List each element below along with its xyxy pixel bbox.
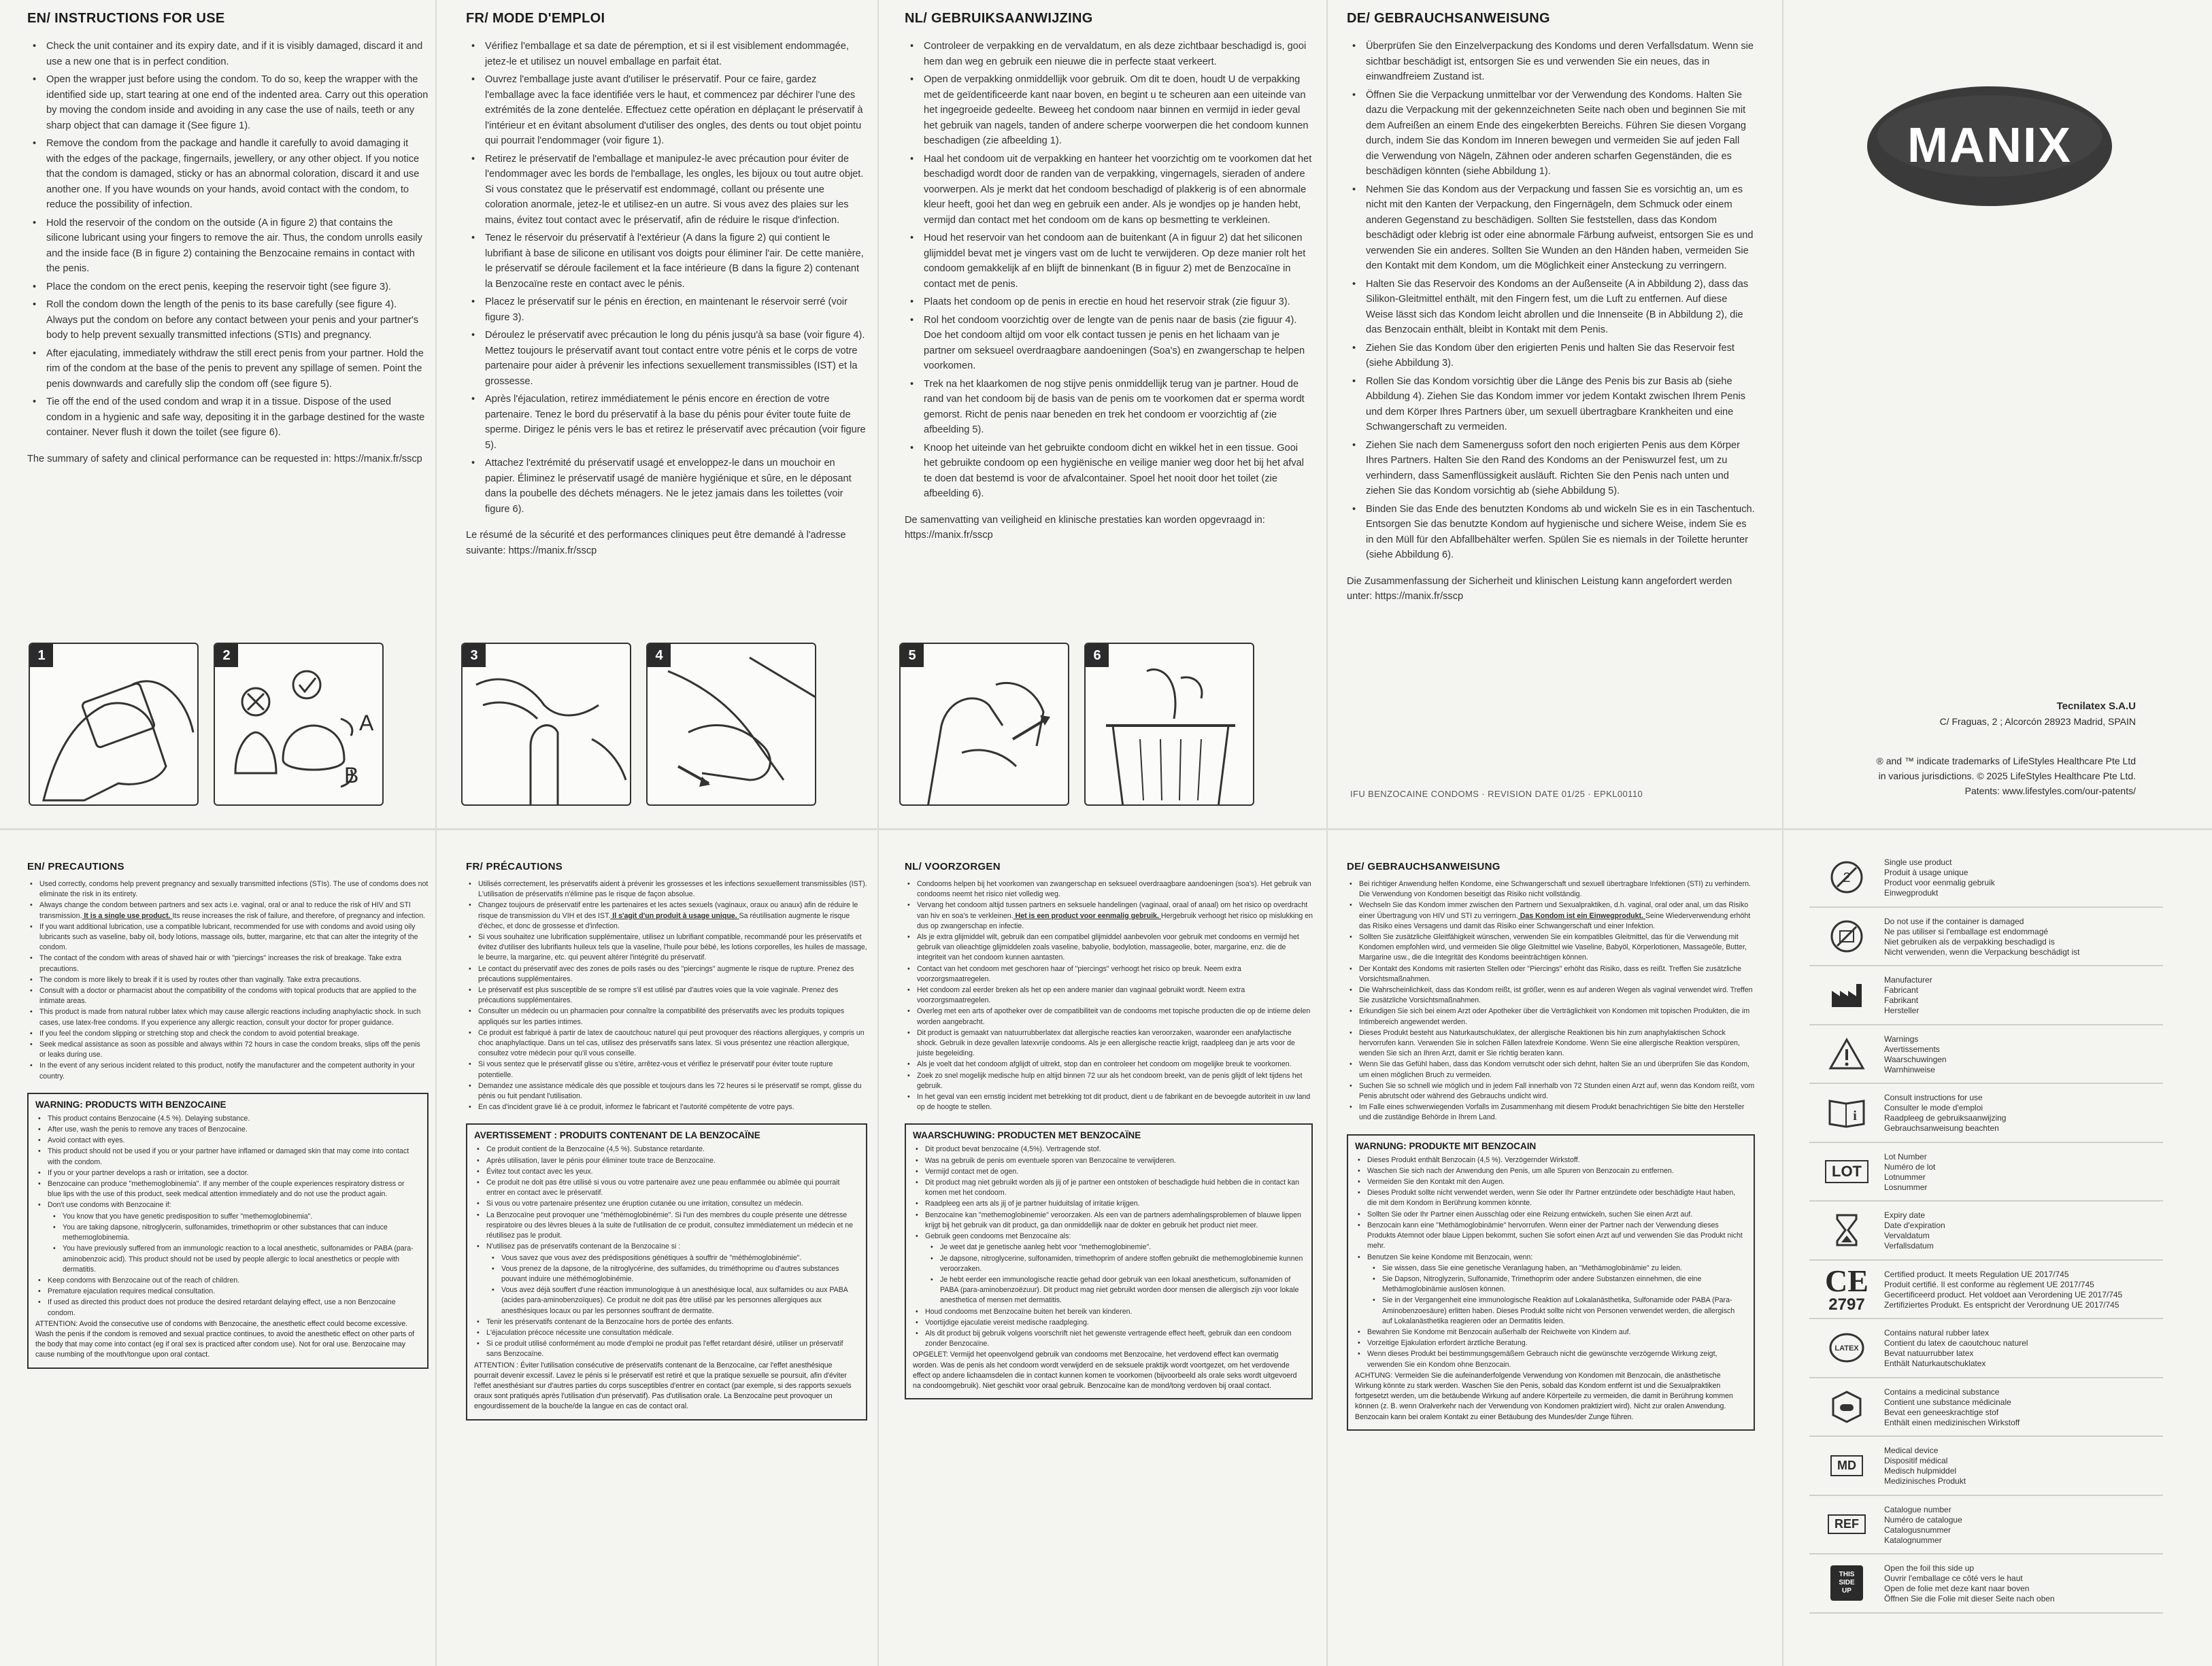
- list-item: • Vous prenez de la dapsone, de la nitroglycérine, des sulfamides, du triméthoprime ou d'autres substances pouvant induire une méthémoglobinémie.: [474, 1264, 858, 1285]
- symbol-row: [1809, 1378, 2163, 1438]
- warning-icon: [1809, 1030, 1884, 1078]
- list-item: • Als je extra glijmiddel wilt, gebruik dan een compatibel glijmiddel aanbevolen voor gebruik met condooms en vermijd het gebruik van olieachtige glijmiddelen zoals vaseline, babyolie, bodylotion, massageolie, boter, margarine, enz. die de integriteit van het condoom kunnen aantasten.: [905, 932, 1313, 964]
- list-item: • Haal het condoom uit de verpakking en hanteer het voorzichtig om te voorkomen dat het beschadigd wordt door de randen van de verpakking, vingernagels, sieraden of andere voorwerpen. Als je merkt dat het condoom beschadigd of plakkerig is of een abnormale kleur heeft, gooi het dan weg en gebruik een ander. Als je wondjes op je handen hebt, vermijd dan contact met het condoom om de kans op besmetting te verkleinen.: [905, 152, 1313, 228]
- manufacturer-icon: [1809, 971, 1884, 1019]
- list-item: • Hold the reservoir of the condom on the outside (A in figure 2) that contains the silicone lubricant using your fingers to remove the air. Thus, the condom unrolls easily and the inside face (B in figure 2) containing the Benzocaine remains in contact with the penis.: [27, 216, 429, 277]
- fr-precautions-panel: [466, 850, 867, 1421]
- list-item: • This product contains Benzocaine (4.5 %). Delaying substance.: [35, 1114, 419, 1124]
- symbol-description: Contains a medicinal substance Contient une substance médicinale Bevat een geneeskrachtige stof Enthält einen medizinischen Wirkstoff: [1884, 1387, 2020, 1427]
- list-item: • Benzocain kann eine "Methämoglobinämie" hervorrufen. Wenn einer der Partner nach der Verwendung dieses Produkts Atemnot oder blaue Lippen bekommt, suchen Sie sofort einen Arzt auf und verwenden Sie das Produkt nicht mehr.: [1355, 1221, 1745, 1252]
- list-item: • Roll the condom down the length of the penis to its base carefully (see figure 4). Always put the condom on before any contact between your penis and your partner's body to help prevent sexually transmitted infections (STIs) and pregnancy.: [27, 297, 429, 343]
- list-item: • Seek medical assistance as soon as possible and always within 72 hours in case the condom breaks, slips off the penis or leaks during use.: [27, 1040, 429, 1060]
- list-item: • Open de verpakking onmiddellijk voor gebruik. Om dit te doen, houdt U de verpakking met de geïdentificeerde kant naar boven, en begint u te scheuren aan een uiteinde van het ingegroeide gedeelte. Beweeg het condoom naar binnen en vermijd in ieder geval het gebruik van nagels, tanden of andere scherpe voorwerpen die het condoom kunnen beschadigen (zie afbeelding 1).: [905, 72, 1313, 149]
- list-item: • You have previously suffered from an immunologic reaction to a local anesthetic, sulfonamides or PABA (para-aminobenzoic acid). This product should not be used by people allergic to local anesthetics or people with dermatitis.: [35, 1244, 419, 1275]
- list-item: • Je dapsone, nitroglycerine, sulfonamiden, trimethoprim of andere stoffen gebruikt die methemoglobinemie kunnen veroorzaken.: [913, 1254, 1303, 1274]
- symbols-table: [1809, 849, 2163, 1614]
- list-item: • Binden Sie das Ende des benutzten Kondoms ab und wickeln Sie es in ein Taschentuch. Entsorgen Sie das benutzte Kondom auf hygienische und sichere Weise, indem Sie es in den Müll für den Abfallbehälter werfen. Spülen Sie es niemals in der Toilette herunter (siehe Abbildung 6).: [1347, 502, 1755, 563]
- list-item: • Gebruik geen condooms met Benzocaïne als:: [913, 1231, 1303, 1242]
- ifu-code: IFU BENZOCAINE CONDOMS · REVISION DATE 01/25 · EPKL00110: [1350, 789, 1643, 799]
- list-item: • Check the unit container and its expiry date, and if it is visibly damaged, discard it and use a new one that is in perfect condition.: [27, 39, 429, 69]
- de-instructions-panel: [1347, 0, 1755, 605]
- list-item: • Der Kontakt des Kondoms mit rasierten Stellen oder "Piercings" erhöht das Risiko, dass es reißt. Treffen Sie zusätzliche Vorsichtsmaßnahmen.: [1347, 964, 1755, 985]
- list-item: • Après utilisation, laver le pénis pour éliminer toute trace de Benzocaïne.: [474, 1156, 858, 1166]
- symbol-description: Do not use if the container is damaged Ne pas utiliser si l'emballage est endommagé Niet gebruiken als de verpakking beschadigd is Nicht verwenden, wenn die Verpackung beschädigt ist: [1884, 916, 2080, 957]
- list-item: • If you want additional lubrication, use a compatible lubricant, recommended for use with condoms and avoid using oily lubricants such as vaseline, baby oil, body lotions, massage oils, butter, margarine, etc that can alter the integrity of the condom.: [27, 922, 429, 953]
- symbol-description: Medical device Dispositif médical Medisch hulpmiddel Medizinisches Produkt: [1884, 1446, 1966, 1486]
- list-item: • Déroulez le préservatif avec précaution le long du pénis jusqu'à sa base (voir figure 4). Mettez toujours le préservatif avant tout contact entre votre pénis et le corps de votre partenaire pour aider à prévenir les infections sexuellement transmissibles (IST) et la grossesse.: [466, 328, 867, 389]
- list-item: • Je hebt eerder een immunologische reactie gehad door gebruik van een lokaal anestheticum, sulfonamiden of PABA (para-aminobenzoëzuur). Dit product mag niet gebruikt worden door mensen die allergisch zijn voor lokale anesthetica of mensen met dermatitis.: [913, 1275, 1303, 1306]
- fr-warning-list: [474, 1144, 858, 1359]
- de-sscp-note: Die Zusammenfassung der Sicherheit und klinischen Leistung kann angefordert werden unter: https://manix.fr/sscp: [1347, 575, 1732, 602]
- list-item: • Premature ejaculation requires medical consultation.: [35, 1287, 419, 1297]
- list-item: • Dieses Produkt besteht aus Naturkautschuklatex, der allergische Reaktionen bis hin zum anaphylaktischen Schock hervorrufen kann. Verwenden Sie in solchen Fällen latexfreie Kondome. Wenn Sie eine allergische Reaktion verspüren, wenden Sie sich an Ihren Arzt, damit er Sie richtig beraten kann.: [1347, 1028, 1755, 1059]
- list-item: • Vous savez que vous avez des prédispositions génétiques à souffrir de "méthémoglobinémie".: [474, 1253, 858, 1263]
- list-item: • Après l'éjaculation, retirez immédiatement le pénis encore en érection de votre partenaire. Tenez le bord du préservatif à la base du pénis pour éviter toute fuite de sperme. Dirigez le pénis vers le bas et retirez le préservatif avec précaution (voir figure 5).: [466, 392, 867, 453]
- figures-5-6: [899, 643, 1254, 806]
- de-attention: ACHTUNG: Vermeiden Sie die aufeinanderfolgende Verwendung von Kondomen mit Benzocain, die anästhetische Wirkung könnte zu stark werden. Waschen Sie den Penis, sobald das Kondom entfernt ist und die Sexualpraktiken fortgesetzt werden, um die betäubende Wirkung auf andere Körperteile zu vermeiden, die damit in Berührung kommen können (z. B. wenn Oralverkehr nach der Verwendung von Kondomen praktiziert wird). Nicht zur oralen Anwendung. Benzocain kann bei oralem Kontakt zu einer Betäubung des Mundes/der Zunge führen.: [1355, 1371, 1733, 1421]
- de-warning-title: WARNUNG: PRODUKTE MIT BENZOCAIN: [1355, 1140, 1537, 1151]
- figure-1-number: 1: [30, 644, 53, 667]
- list-item: • In the event of any serious incident related to this product, notify the manufacturer and the competent authority in your country.: [27, 1061, 429, 1081]
- fr-warning-title: AVERTISSEMENT : PRODUITS CONTENANT DE LA BENZOCAÏNE: [474, 1130, 760, 1141]
- ce-mark-icon: CE 2797: [1825, 1263, 1869, 1314]
- en-instructions-panel: [27, 0, 429, 466]
- list-item: • Demandez une assistance médicale dès que possible et toujours dans les 72 heures si le préservatif se rompt, glisse du pénis ou fuit pendant l'utilisation.: [466, 1081, 867, 1102]
- list-item: • Raadpleeg een arts als jij of je partner huiduitslag of irritatie krijgen.: [913, 1199, 1303, 1209]
- hourglass-icon: [1809, 1206, 1884, 1254]
- list-item: • In het geval van een ernstig incident met betrekking tot dit product, dient u de fabrikant en de bevoegde autoriteit in uw land op de hoogte te stellen.: [905, 1092, 1313, 1112]
- en-benzocaine-warning: [27, 1093, 429, 1369]
- list-item: • Keep condoms with Benzocaine out of the reach of children.: [35, 1276, 419, 1286]
- nl-benzocaine-warning: [905, 1123, 1313, 1399]
- symbol-row: [1809, 1496, 2163, 1555]
- consult-instructions-icon: [1809, 1089, 1884, 1136]
- nl-instructions-panel: [905, 0, 1313, 543]
- de-precautions-title: DE/ GEBRAUCHSANWEISUNG: [1347, 861, 1501, 872]
- en-warning-title: WARNING: PRODUCTS WITH BENZOCAINE: [35, 1099, 227, 1110]
- list-item: • Ce produit ne doit pas être utilisé si vous ou votre partenaire avez une peau enflammée ou abîmée qui pourrait entrer en contact avec le préservatif.: [474, 1178, 858, 1198]
- medicinal-substance-icon: [1809, 1383, 1884, 1431]
- list-item: • Die Wahrscheinlichkeit, dass das Kondom reißt, ist größer, wenn es auf anderen Wegen als vaginal verwendet wird. Treffen Sie zusätzliche Vorsichtsmaßnahmen.: [1347, 985, 1755, 1006]
- symbol-description: Single use product Produit à usage unique Product voor eenmalig gebruik Einwegprodukt: [1884, 857, 1995, 898]
- figure-6: [1084, 643, 1254, 806]
- list-item: • If you or your partner develops a rash or irritation, see a doctor.: [35, 1168, 419, 1178]
- list-item: • Open the wrapper just before using the condom. To do so, keep the wrapper with the identified side up, start tearing at one end of the indented area. Carry out this operation by moving the condom inside and avoiding in any case the use of nails, teeth or any sharp object that can damage it (See figure 1).: [27, 72, 429, 133]
- trademark-line-1: ® and ™ indicate trademarks of LifeStyles Healthcare Pte Ltd: [1876, 755, 2136, 766]
- nl-warning-list: [913, 1144, 1303, 1349]
- trademark-line-3: Patents: www.lifestyles.com/our-patents/: [1964, 785, 2136, 796]
- symbol-description: Contains natural rubber latex Contient du latex de caoutchouc naturel Bevat natuurrubber latex Enthält Naturkautschuklatex: [1884, 1328, 2028, 1368]
- list-item: • Als dit product bij gebruik volgens voorschrift niet het gewenste vertragende effect heeft, gebruik dan een condoom zonder Benzocaïne.: [913, 1329, 1303, 1349]
- list-item: • Le contact du préservatif avec des zones de poils rasés ou des "piercings" augmente le risque de rupture. Prenez des précautions supplémentaires.: [466, 964, 867, 985]
- list-item: • The condom is more likely to break if it is used by routes other than vaginally. Take extra precautions.: [27, 975, 429, 985]
- symbol-description: Certified product. It meets Regulation UE 2017/745 Produit certifié. Il est conforme au règlement UE 2017/745 Gecertificeerd product. Het voldoet aan Verordening UE 2017/745 Zertifiziertes Produkt. Es entspricht der Verordnung UE 2017/745: [1884, 1269, 2123, 1310]
- list-item: • Wechseln Sie das Kondom immer zwischen den Partnern und Sexualpraktiken, d.h. vaginal, oral oder anal, um das Risiko einer Übertragung von HIV und STI zu verringern. Das Kondom ist ein Einwegprodukt. Seine Wiederverwendung erhöht das Risiko eines Versagens und damit das Risiko einer Schwangerschaft und einer Infektion.: [1347, 900, 1755, 932]
- fr-benzocaine-warning: [466, 1123, 867, 1420]
- list-item: • Retirez le préservatif de l'emballage et manipulez-le avec précaution pour éviter de l'endommager avec les bords de l'emballage, les ongles, les bijoux ou tout autre objet. Si vous constatez que le préservatif est endommagé, collant ou présente une coloration anormale, jetez-le et utilisez-en un autre. Si vous avez des plaies sur les mains, évitez tout contact avec le préservatif, afin de réduire le risque d'infection.: [466, 152, 867, 228]
- en-precautions-panel: [27, 850, 429, 1369]
- symbol-description: Manufacturer Fabricant Fabrikant Hersteller: [1884, 975, 1932, 1015]
- list-item: • Utilisés correctement, les préservatifs aident à prévenir les grossesses et les infections sexuellement transmissibles (IST). L'utilisation de préservatifs n'élimine pas le risque de façon absolue.: [466, 879, 867, 900]
- single-use-emphasis: Het is een product voor eenmalig gebruik.: [1013, 911, 1161, 920]
- manufacturer-block: [1837, 699, 2136, 729]
- list-item: • Vorzeitige Ejakulation erfordert ärztliche Beratung.: [1355, 1338, 1745, 1348]
- symbol-description: Open the foil this side up Ouvrir l'emballage ce côté vers le haut Open de folie met deze kant naar boven Öffnen Sie die Folie mit dieser Seite nach oben: [1884, 1563, 2055, 1603]
- nl-warning-title: WAARSCHUWING: PRODUCTEN MET BENZOCAÏNE: [913, 1130, 1141, 1141]
- list-item: • Remove the condom from the package and handle it carefully to avoid damaging it with the edges of the package, fingernails, jewellery, or any other object. If you notice that the condom is damaged, sticky or has an abnormal coloration, discard it and use another one. If you have wounds on your hands, avoid contact with the condom, to reduce the possibility of infection.: [27, 136, 429, 213]
- do-not-use-if-damaged-icon: [1809, 913, 1884, 960]
- list-item: • Erkundigen Sie sich bei einem Arzt oder Apotheker über die Verträglichkeit von Kondomen mit topischen Produkten, die im Intimbereich angewendet werden.: [1347, 1006, 1755, 1027]
- list-item: • Vermeiden Sie den Kontakt mit den Augen.: [1355, 1177, 1745, 1187]
- figure-5: [899, 643, 1069, 806]
- symbol-description: Warnings Avertissements Waarschuwingen Warnhinweise: [1884, 1034, 1947, 1074]
- list-item: • Halten Sie das Reservoir des Kondoms an der Außenseite (A in Abbildung 2), dass das Silikon-Gleitmittel enthält, mit den Fingern fest, um die Luft zu entfernen. Auf diese Weise lässt sich das Kondom leicht abrollen und die Innenseite (B in Abbildung 2), die das Benzocain enthält, bleibt in Kontakt mit dem Penis.: [1347, 277, 1755, 338]
- fr-instructions-list: [466, 39, 867, 517]
- this-side-up-icon: [1809, 1559, 1884, 1607]
- list-item: • Tenir les préservatifs contenant de la Benzocaïne hors de portée des enfants.: [474, 1317, 858, 1327]
- list-item: • Avoid contact with eyes.: [35, 1136, 419, 1146]
- manix-logo-text: MANIX: [1907, 118, 2072, 173]
- nl-precautions-title: NL/ VOORZORGEN: [905, 861, 1001, 872]
- list-item: • Changez toujours de préservatif entre les partenaires et les actes sexuels (vaginaux, oraux ou anaux) afin de réduire le risque de transmission du VIH et des IST. Il s'agit d'un produit à usage unique. Sa réutilisation augmente le risque d'échec, et donc de grossesse et d'infection.: [466, 900, 867, 932]
- list-item: • Placez le préservatif sur le pénis en érection, en maintenant le réservoir serré (voir figure 3).: [466, 294, 867, 325]
- list-item: • Houd condooms met Benzocaïne buiten het bereik van kinderen.: [913, 1307, 1303, 1317]
- list-item: • La Benzocaïne peut provoquer une "méthémoglobinémie". Si l'un des membres du couple présente une détresse respiratoire ou des lèvres bleues à la suite de l'utilisation de ce produit, consultez immédiatement un médecin et ne réutilisez pas le produit.: [474, 1210, 858, 1242]
- de-benzocaine-warning: [1347, 1134, 1755, 1431]
- list-item: • Controleer de verpakking en de vervaldatum, en als deze zichtbaar beschadigd is, gooi hem dan weg en gebruik een nieuwe die in perfecte staat verkeert.: [905, 39, 1313, 69]
- symbol-row: [1809, 1319, 2163, 1378]
- en-instructions-title: EN/ INSTRUCTIONS FOR USE: [27, 11, 225, 26]
- list-item: • After use, wash the penis to remove any traces of Benzocaine.: [35, 1125, 419, 1135]
- list-item: • Rol het condoom voorzichtig over de lengte van de penis naar de basis (zie figuur 4). Doe het condoom altijd om voor elk contact tussen je penis en het lichaam van je partner om seksueel overdraagbare aandoeningen (Soa's) en zwangerschap te helpen voorkomen.: [905, 313, 1313, 374]
- nl-precautions-list: [905, 879, 1313, 1112]
- trademark-line-2: in various jurisdictions. © 2025 LifeStyles Healthcare Pte Ltd.: [1878, 770, 2136, 781]
- list-item: • Dit product is gemaakt van natuurrubberlatex dat allergische reacties kan veroorzaken, waaronder een anafylactische shock. Gebruik in deze gevallen latexvrije condooms. Als je een allergische reactie krijgt, raadpleeg dan je arts voor de juiste begeleiding.: [905, 1028, 1313, 1059]
- list-item: • Sie Dapson, Nitroglyzerin, Sulfonamide, Trimethoprim oder andere Substanzen einnehmen, die eine Methämoglobinämie auslösen können.: [1355, 1274, 1745, 1295]
- list-item: • N'utilisez pas de préservatifs contenant de la Benzocaïne si :: [474, 1242, 858, 1252]
- list-item: • Trek na het klaarkomen de nog stijve penis onmiddellijk terug van je partner. Houd de rand van het condoom bij de basis van de penis om te voorkomen dat er sperma wordt gemorst. Richt de penis naar beneden en trek het condoom er voorzichtig af (zie afbeelding 5).: [905, 377, 1313, 438]
- figure-2-label-b: B: [344, 763, 359, 787]
- list-item: • Sie wissen, dass Sie eine genetische Veranlagung haben, an "Methämoglobinämie" zu leiden.: [1355, 1263, 1745, 1274]
- list-item: • Überprüfen Sie den Einzelverpackung des Kondoms und deren Verfallsdatum. Wenn sie sichtbar beschädigt ist, entsorgen Sie es und verwenden Sie ein neues, das in einwandfreiem Zustand ist.: [1347, 39, 1755, 85]
- single-use-tail: Hergebruik verhoogt het risico op mislukking en dus op zwangerschap en infectie.: [917, 911, 1313, 930]
- nl-instructions-list: [905, 39, 1313, 502]
- svg-text:UP: UP: [1842, 1587, 1851, 1595]
- lot-icon: LOT: [1809, 1148, 1884, 1195]
- nl-instructions-title: NL/ GEBRUIKSAANWIJZING: [905, 11, 1093, 26]
- fr-instructions-panel: [466, 0, 867, 558]
- single-use-emphasis: Il s'agit d'un produit à usage unique.: [610, 911, 739, 920]
- md-icon: MD: [1809, 1442, 1884, 1489]
- list-item: • Het condoom zal eerder breken als het op een andere manier dan vaginaal gebruikt wordt. Neem extra voorzorgsmaatregelen.: [905, 985, 1313, 1006]
- figure-2-label-a: A: [359, 711, 374, 735]
- symbol-description: Catalogue number Numéro de catalogue Catalogusnummer Katalognummer: [1884, 1504, 1962, 1545]
- svg-text:SIDE: SIDE: [1839, 1579, 1855, 1586]
- symbol-description: Expiry date Date d'expiration Vervaldatum Verfallsdatum: [1884, 1210, 1945, 1251]
- list-item: • Contact van het condoom met geschoren haar of "piercings" verhoogt het risico op breuk. Neem extra voorzorgsmaatregelen.: [905, 964, 1313, 985]
- single-use-tail: Its reuse increases the risk of failure, and therefore, of pregnancy and infection.: [172, 911, 426, 920]
- list-item: • Wenn Sie das Gefühl haben, dass das Kondom verrutscht oder sich dehnt, halten Sie an und überprüfen Sie das Kondom, um einen möglichen Bruch zu vermeiden.: [1347, 1059, 1755, 1080]
- list-item: • Dieses Produkt enthält Benzocain (4,5 %). Verzögernder Wirkstoff.: [1355, 1155, 1745, 1166]
- de-precautions-list: [1347, 879, 1755, 1123]
- figure-6-number: 6: [1086, 644, 1109, 667]
- list-item: • Sollten Sie oder Ihr Partner einen Ausschlag oder eine Reizung entwickeln, suchen Sie einen Arzt auf.: [1355, 1210, 1745, 1220]
- list-item: • Évitez tout contact avec les yeux.: [474, 1167, 858, 1177]
- list-item: • Knoop het uiteinde van het gebruikte condoom dicht en wikkel het in een tissue. Gooi het gebruikte condoom op een hygiënische en veilige manier weg door het bij het afval te doen dat bestemd is voor de afvalcontainer. Spoel het nooit door het toilet (zie afbeelding 6).: [905, 441, 1313, 502]
- list-item: • Ce produit est fabriqué à partir de latex de caoutchouc naturel qui peut provoquer des réactions allergiques, y compris un choc anaphylactique. Dans un tel cas, utilisez des préservatifs sans latex. Si vous présentez une réaction allergique, consultez votre médecin pour qu'il vous conseille.: [466, 1028, 867, 1059]
- figure-2-number: 2: [215, 644, 238, 667]
- symbol-row: [1809, 966, 2163, 1025]
- list-item: • Vervang het condoom altijd tussen partners en seksuele handelingen (vaginaal, oraal of anaal) om het risico op overdracht van hiv en soa's te verkleinen. Het is een product voor eenmalig gebruik. Hergebruik verhoogt het risico op mislukking en dus op zwangerschap en infectie.: [905, 900, 1313, 932]
- en-instructions-list: [27, 39, 429, 441]
- symbol-row: [1809, 1261, 2163, 1320]
- list-item: • Plaats het condoom op de penis in erectie en houd het reservoir strak (zie figuur 3).: [905, 294, 1313, 310]
- single-use-tail: Sa réutilisation augmente le risque d'échec, et donc de grossesse et d'infection.: [478, 911, 850, 930]
- list-item: • After ejaculating, immediately withdraw the still erect penis from your partner. Hold the rim of the condom at the base of the penis to prevent any spillage of semen. Point the penis downwards and carefully slip the condom off (see figure 5).: [27, 346, 429, 392]
- latex-icon: [1809, 1324, 1884, 1372]
- list-item: • Suchen Sie so schnell wie möglich und in jedem Fall innerhalb von 72 Stunden einen Arzt auf, wenn das Kondom reißt, vom Penis abrutscht oder während des Gebrauchs undicht wird.: [1347, 1081, 1755, 1102]
- en-sscp-note: The summary of safety and clinical performance can be requested in: https://manix.fr/sscp: [27, 453, 422, 464]
- list-item: • Ziehen Sie nach dem Samenerguss sofort den noch erigierten Penis aus dem Körper Ihres Partners. Halten Sie den Rand des Kondoms an der Peniswurzel fest, um zu verhindern, dass Samenflüssigkeit ausläuft. Richten Sie den Penis nach unten und ziehen Sie das Kondom vorsichtig ab (siehe Abbildung 5).: [1347, 438, 1755, 499]
- symbol-row: [1809, 1084, 2163, 1143]
- fr-instructions-title: FR/ MODE D'EMPLOI: [466, 11, 605, 26]
- list-item: • Benzocaine can produce "methemoglobinemia". If any member of the couple experiences respiratory distress or blue lips with the use of this product, seek medical attention immediately and do not use the product again.: [35, 1179, 419, 1200]
- list-item: • Öffnen Sie die Verpackung unmittelbar vor der Verwendung des Kondoms. Halten Sie dazu die Verpackung mit der gekennzeichneten Seite nach oben und beginnen Sie mit dem Aufreißen an einem Ende des eingekerbten Bereichs. Führen Sie diesen Vorgang durch, indem Sie das Kondom im Inneren bewegen und vermeiden Sie auf jeden Fall die Verwendung von Nägeln, Zähnen oder anderen scharfen Gegenständen, die es beschädigen könnten (siehe Abbildung 1).: [1347, 88, 1755, 180]
- list-item: • Dit product mag niet gebruikt worden als jij of je partner een ontstoken of beschadigde huid hebben die in contact kan komen met het condoom.: [913, 1178, 1303, 1198]
- list-item: • Houd het reservoir van het condoom aan de buitenkant (A in figuur 2) dat het siliconen glijmiddel bevat met je vingers vast om de lucht te verwijderen. Op deze manier rolt het condoom gemakkelijk af en blijft de binnenkant (B in figuur 2) met de Benzocaïne in contact met de penis.: [905, 231, 1313, 292]
- list-item: • Si vous sentez que le préservatif glisse ou s'étire, arrêtez-vous et vérifiez le préservatif pour éviter toute rupture potentielle.: [466, 1059, 867, 1080]
- figure-3: [461, 643, 631, 806]
- list-item: • En cas d'incident grave lié à ce produit, informez le fabricant et l'autorité compétente de votre pays.: [466, 1102, 867, 1112]
- symbol-row: [1809, 1143, 2163, 1202]
- symbol-row: [1809, 908, 2163, 967]
- ref-icon: REF: [1809, 1501, 1884, 1548]
- list-item: • This product is made from natural rubber latex which may cause allergic reactions including anaphylactic shock. In such cases, use latex-free condoms. If you experience any allergic reaction, consult your doctor for proper guidance.: [27, 1007, 429, 1027]
- symbol-row: [1809, 1202, 2163, 1261]
- single-use-emphasis: It is a single use product.: [82, 911, 173, 920]
- svg-text:LATEX: LATEX: [1834, 1344, 1859, 1353]
- list-item: • Condooms helpen bij het voorkomen van zwangerschap en seksueel overdraagbare aandoeningen (soa's). Het gebruik van condooms neemt het risico niet volledig weg.: [905, 879, 1313, 900]
- list-item: • Vermijd contact met de ogen.: [913, 1167, 1303, 1177]
- list-item: • Was na gebruik de penis om eventuele sporen van Benzocaïne te verwijderen.: [913, 1156, 1303, 1166]
- figure-3-number: 3: [463, 644, 486, 667]
- list-item: • The contact of the condom with areas of shaved hair or with "piercings" increases the risk of breakage. Take extra precautions.: [27, 953, 429, 974]
- single-use-emphasis: Das Kondom ist ein Einwegprodukt.: [1518, 911, 1645, 920]
- single-use-icon: [1809, 853, 1884, 901]
- de-warning-list: [1355, 1155, 1745, 1370]
- list-item: • Always change the condom between partners and sex acts i.e. vaginal, oral or anal to reduce the risk of HIV and STI transmission. It is a single use product. Its reuse increases the risk of failure, and therefore, of pregnancy and infection.: [27, 900, 429, 921]
- fr-precautions-list: [466, 879, 867, 1112]
- list-item: • Benzocaïne kan "methemoglobinemie" veroorzaken. Als een van de partners ademhalingsproblemen of blauwe lippen krijgt bij het gebruik van dit product, ga dan onmiddellijk naar de dokter en gebruik het product niet meer.: [913, 1210, 1303, 1231]
- list-item: • Voortijdige ejaculatie vereist medische raadpleging.: [913, 1318, 1303, 1328]
- list-item: • Zoek zo snel mogelijk medische hulp en altijd binnen 72 uur als het condoom breekt, van de penis glijdt of lekt tijdens het gebruik.: [905, 1071, 1313, 1091]
- list-item: • You know that you have genetic predisposition to suffer "methemoglobinemia".: [35, 1212, 419, 1222]
- list-item: • Sollten Sie zusätzliche Gleitfähigkeit wünschen, verwenden Sie ein kompatibles Gleitmittel, das für die Verwendung mit Kondomen empfohlen wird, und vermeiden Sie ölige Gleitmittel wie Vaseline, Babyöl, Körperlotionen, Massageöle, Butter, Margarine usw., die die Integrität des Kondoms beeinträchtigen können.: [1347, 932, 1755, 964]
- fr-sscp-note: Le résumé de la sécurité et des performances cliniques peut être demandé à l'adresse suivante: https://manix.fr/sscp: [466, 530, 846, 556]
- figure-4: [646, 643, 816, 806]
- de-instructions-list: [1347, 39, 1755, 563]
- symbol-description: Lot Number Numéro de lot Lotnummer Losnummer: [1884, 1151, 1936, 1192]
- manix-logo: [1864, 82, 2115, 211]
- list-item: • Im Falle eines schwerwiegenden Vorfalls im Zusammenhang mit diesem Produkt benachrichtigen Sie bitte den Hersteller und die zuständige Behörde in Ihrem Land.: [1347, 1102, 1755, 1123]
- list-item: • Ouvrez l'emballage juste avant d'utiliser le préservatif. Pour ce faire, gardez l'emballage avec la face identifiée vers le haut, et commencez par déchirer l'une des extrémités de la zone dentelée. Effectuez cette opération en déplaçant le préservatif à l'intérieur et en évitant absolument d'utiliser des ongles, des dents ou tout objet pointu qui pourrait l'endommager (voir figure 1).: [466, 72, 867, 149]
- list-item: • Si vous ou votre partenaire présentez une éruption cutanée ou une irritation, consultez un médecin.: [474, 1199, 858, 1209]
- list-item: • Ziehen Sie das Kondom über den erigierten Penis und halten Sie das Reservoir fest (siehe Abbildung 3).: [1347, 341, 1755, 371]
- list-item: • Benutzen Sie keine Kondome mit Benzocain, wenn:: [1355, 1253, 1745, 1263]
- figures-1-2: [29, 643, 384, 806]
- symbol-row: [1809, 1437, 2163, 1496]
- list-item: • If you feel the condom slipping or stretching stop and check the condom to avoid potential breakage.: [27, 1029, 429, 1039]
- list-item: • Don't use condoms with Benzocaine if:: [35, 1200, 419, 1210]
- list-item: • Overleg met een arts of apotheker over de compatibiliteit van de condooms met topische producten die op de intieme delen worden aangebracht.: [905, 1006, 1313, 1027]
- list-item: • Consulter un médecin ou un pharmacien pour connaître la compatibilité des préservatifs avec les produits topiques appliqués sur les parties intimes.: [466, 1006, 867, 1027]
- fr-precautions-title: FR/ PRÉCAUTIONS: [466, 861, 563, 872]
- figure-1: [29, 643, 199, 806]
- list-item: • Vous avez déjà souffert d'une réaction immunologique à un anesthésique local, aux sulfamides ou aux PABA (acides para-aminobenzoïques). Ce produit ne doit pas être utilisé par les personnes allergiques aux anesthésiques locaux ou par les personnes souffrant de dermatite.: [474, 1285, 858, 1316]
- list-item: • Le préservatif est plus susceptible de se rompre s'il est utilisé par d'autres voies que la voie vaginale. Prenez des précautions supplémentaires.: [466, 985, 867, 1006]
- figure-4-number: 4: [648, 644, 671, 667]
- list-item: • Si vous souhaitez une lubrification supplémentaire, utilisez un lubrifiant compatible, recommandé pour les préservatifs et évitez d'utiliser des lubrifiants huileux tels que la vaseline, l'huile pour bébé, les lotions corporelles, les huiles de massage, le beurre, la margarine, etc. qui peuvent altérer l'intégrité du préservatif.: [466, 932, 867, 964]
- en-attention: ATTENTION: Avoid the consecutive use of condoms with Benzocaine, the anesthetic effect could become excessive. Wash the penis if the condom is removed and sexual practice continues, to avoid the anesthetic effect on other parts of the body that may come into contact (eg if oral sex is practiced after condom use). Not for oral use. Benzocaine may cause numbing of the mouth/tongue upon oral contact.: [35, 1319, 415, 1359]
- list-item: • Dieses Produkt sollte nicht verwendet werden, wenn Sie oder Ihr Partner entzündete oder beschädigte Haut haben, die mit dem Kondom in Berührung kommen könnte.: [1355, 1188, 1745, 1208]
- de-precautions-panel: [1347, 850, 1755, 1431]
- list-item: • Attachez l'extrémité du préservatif usagé et enveloppez-le dans un mouchoir en papier. Éliminez le préservatif usagé de manière hygiénique et sûre, en le déposant dans la poubelle des déchets ménagers. Ne le jetez jamais dans les toilettes (voir figure 6).: [466, 456, 867, 517]
- figure-5-number: 5: [901, 644, 924, 667]
- list-item: • Ce produit contient de la Benzocaïne (4,5 %). Substance retardante.: [474, 1144, 858, 1155]
- list-item: • Je weet dat je genetische aanleg hebt voor "methemoglobinemie".: [913, 1242, 1303, 1253]
- nl-precautions-panel: [905, 850, 1313, 1399]
- en-precautions-title: EN/ PRECAUTIONS: [27, 861, 124, 872]
- en-precautions-list: [27, 879, 429, 1082]
- nl-attention: OPGELET: Vermijd het opeenvolgend gebruik van condooms met Benzocaïne, het verdovend effect kan overmatig worden. Was de penis als het condoom wordt verwijderd en de seksuele praktijk wordt voortgezet, om het verdovende effect op andere lichaamsdelen die in contact kunnen komen te voorkomen (bijvoorbeeld als orale seks wordt uitgevoerd na condoomgebruik). Niet geschikt voor oraal gebruik. Benzocaïne kan de mond/tong verdoven bij oraal contact.: [913, 1350, 1297, 1390]
- list-item: • Place the condom on the erect penis, keeping the reservoir tight (see figure 3).: [27, 279, 429, 295]
- list-item: • This product should not be used if you or your partner have inflamed or damaged skin that may come into contact with the condom.: [35, 1146, 419, 1167]
- svg-text:i: i: [1853, 1108, 1857, 1123]
- list-item: • Used correctly, condoms help prevent pregnancy and sexually transmitted infections (STIs). The use of condoms does not eliminate the risk in its entirety.: [27, 879, 429, 900]
- list-item: • Tenez le réservoir du préservatif à l'extérieur (A dans la figure 2) qui contient le lubrifiant à base de silicone en utilisant vos doigts pour éliminer l'air. De cette manière, le préservatif se déroule facilement et la face intérieure (B dans la figure 2) contenant la Benzocaïne reste en contact avec le pénis.: [466, 231, 867, 292]
- list-item: • Rollen Sie das Kondom vorsichtig über die Länge des Penis bis zur Basis ab (siehe Abbildung 4). Ziehen Sie das Kondom immer vor jedem Kontakt zwischen Ihrem Penis und dem Körper Ihres Partners über, um sexuell übertragbare Krankheiten und eine Schwangerschaft zu vermeiden.: [1347, 374, 1755, 435]
- figures-3-4: [461, 643, 816, 806]
- manufacturer-address: C/ Fraguas, 2 ; Alcorcón 28923 Madrid, SPAIN: [1939, 716, 2136, 727]
- list-item: • If used as directed this product does not produce the desired retardant delaying effect, use a non Benzocaine condom.: [35, 1297, 419, 1318]
- list-item: • Nehmen Sie das Kondom aus der Verpackung und fassen Sie es vorsichtig an, um es nicht mit den Kanten der Verpackung, den Fingernägeln, dem Schmuck oder einem anderen Gegenstand zu beschädigen. Sollten Sie feststellen, dass das Kondom beschädigt oder klebrig ist oder eine abnormale Färbung aufweist, entsorgen Sie es und verwenden Sie ein anderes. Sollten Sie Wunden an den Händen haben, vermeiden Sie den Kontakt mit dem Kondom, um die Möglichkeit einer Ansteckung zu verringern.: [1347, 182, 1755, 274]
- fr-attention: ATTENTION : Éviter l'utilisation consécutive de préservatifs contenant de la Benzocaïne, car l'effet anesthésique pourrait devenir excessif. Lavez le pénis si le préservatif est retiré et que la pratique sexuelle se poursuit, afin d'éviter l'effet anesthésiant sur d'autres parties du corps susceptibles d'entrer en contact (par exemple, si des rapports sexuels oraux sont pratiqués après l'utilisation d'un préservatif). Pas d'utilisation orale. La Benzocaïne peut provoquer un engourdissement de la bouche/de la langue en cas de contact oral.: [474, 1361, 852, 1411]
- list-item: • Wenn dieses Produkt bei bestimmungsgemäßem Gebrauch nicht die gewünschte verzögernde Wirkung zeigt, verwenden Sie ein Kondom ohne Benzocain.: [1355, 1349, 1745, 1370]
- single-use-tail: Seine Wiederverwendung erhöht das Risiko eines Versagens und damit das Risiko einer Schwangerschaft und einer Infektion.: [1359, 911, 1751, 930]
- list-item: • Als je voelt dat het condoom afglijdt of uitrekt, stop dan en controleer het condoom om mogelijke breuk te voorkomen.: [905, 1059, 1313, 1070]
- list-item: • Consult with a doctor or pharmacist about the compatibility of the condoms with topical products that are applied to the intimate areas.: [27, 986, 429, 1006]
- list-item: • You are taking dapsone, nitroglycerin, sulfonamides, trimethoprim or other substances that can induce methemoglobinemia.: [35, 1223, 419, 1243]
- list-item: • Vérifiez l'emballage et sa date de péremption, et si il est visiblement endommagée, jetez-le et utilisez un nouvel emballage en parfait état.: [466, 39, 867, 69]
- list-item: • Tie off the end of the used condom and wrap it in a tissue. Dispose of the used condom in a hygienic and safe way, depositing it in the garbage destined for the waste container. Never flush it down the toilet (see figure 6).: [27, 394, 429, 441]
- list-item: • Sie in der Vergangenheit eine immunologische Reaktion auf Lokalanästhetika, Sulfonamide oder PABA (Para-Aminobenzoesäure) erlitten haben. Dieses Produkt sollte nicht von Personen verwendet werden, die allergisch auf Lokalanästhetika reagieren oder an Dermatitis leiden.: [1355, 1295, 1745, 1327]
- symbol-row: [1809, 1025, 2163, 1085]
- de-instructions-title: DE/ GEBRAUCHSANWEISUNG: [1347, 11, 1550, 26]
- list-item: • Waschen Sie sich nach der Anwendung den Penis, um alle Spuren von Benzocain zu entfernen.: [1355, 1166, 1745, 1176]
- figure-2: [214, 643, 384, 806]
- symbol-row: [1809, 849, 2163, 908]
- svg-text:THIS: THIS: [1839, 1571, 1855, 1578]
- symbol-row: [1809, 1554, 2163, 1614]
- manufacturer-name: Tecnilatex S.A.U: [2056, 700, 2136, 712]
- list-item: • Bewahren Sie Kondome mit Benzocain außerhalb der Reichweite von Kindern auf.: [1355, 1327, 1745, 1338]
- en-warning-list: [35, 1114, 419, 1319]
- symbol-description: Consult instructions for use Consulter le mode d'emploi Raadpleeg de gebruiksaanwijzing Gebrauchsanweisung beachten: [1884, 1093, 2007, 1133]
- list-item: • Dit product bevat benzocaïne (4,5%). Vertragende stof.: [913, 1144, 1303, 1155]
- nl-sscp-note: De samenvatting van veiligheid en klinische prestaties kan worden opgevraagd in: https://manix.fr/sscp: [905, 514, 1265, 541]
- svg-text:2: 2: [1843, 870, 1851, 885]
- list-item: • L'éjaculation précoce nécessite une consultation médicale.: [474, 1328, 858, 1338]
- trademark-block: [1837, 753, 2136, 798]
- list-item: • Si ce produit utilisé conformément au mode d'emploi ne produit pas l'effet retardant désiré, utiliser un préservatif sans Benzocaïne.: [474, 1339, 858, 1359]
- list-item: • Bei richtiger Anwendung helfen Kondome, eine Schwangerschaft und sexuell übertragbare Infektionen (STI) zu verhindern. Die Verwendung von Kondomen beseitigt das Risiko nicht vollständig.: [1347, 879, 1755, 900]
